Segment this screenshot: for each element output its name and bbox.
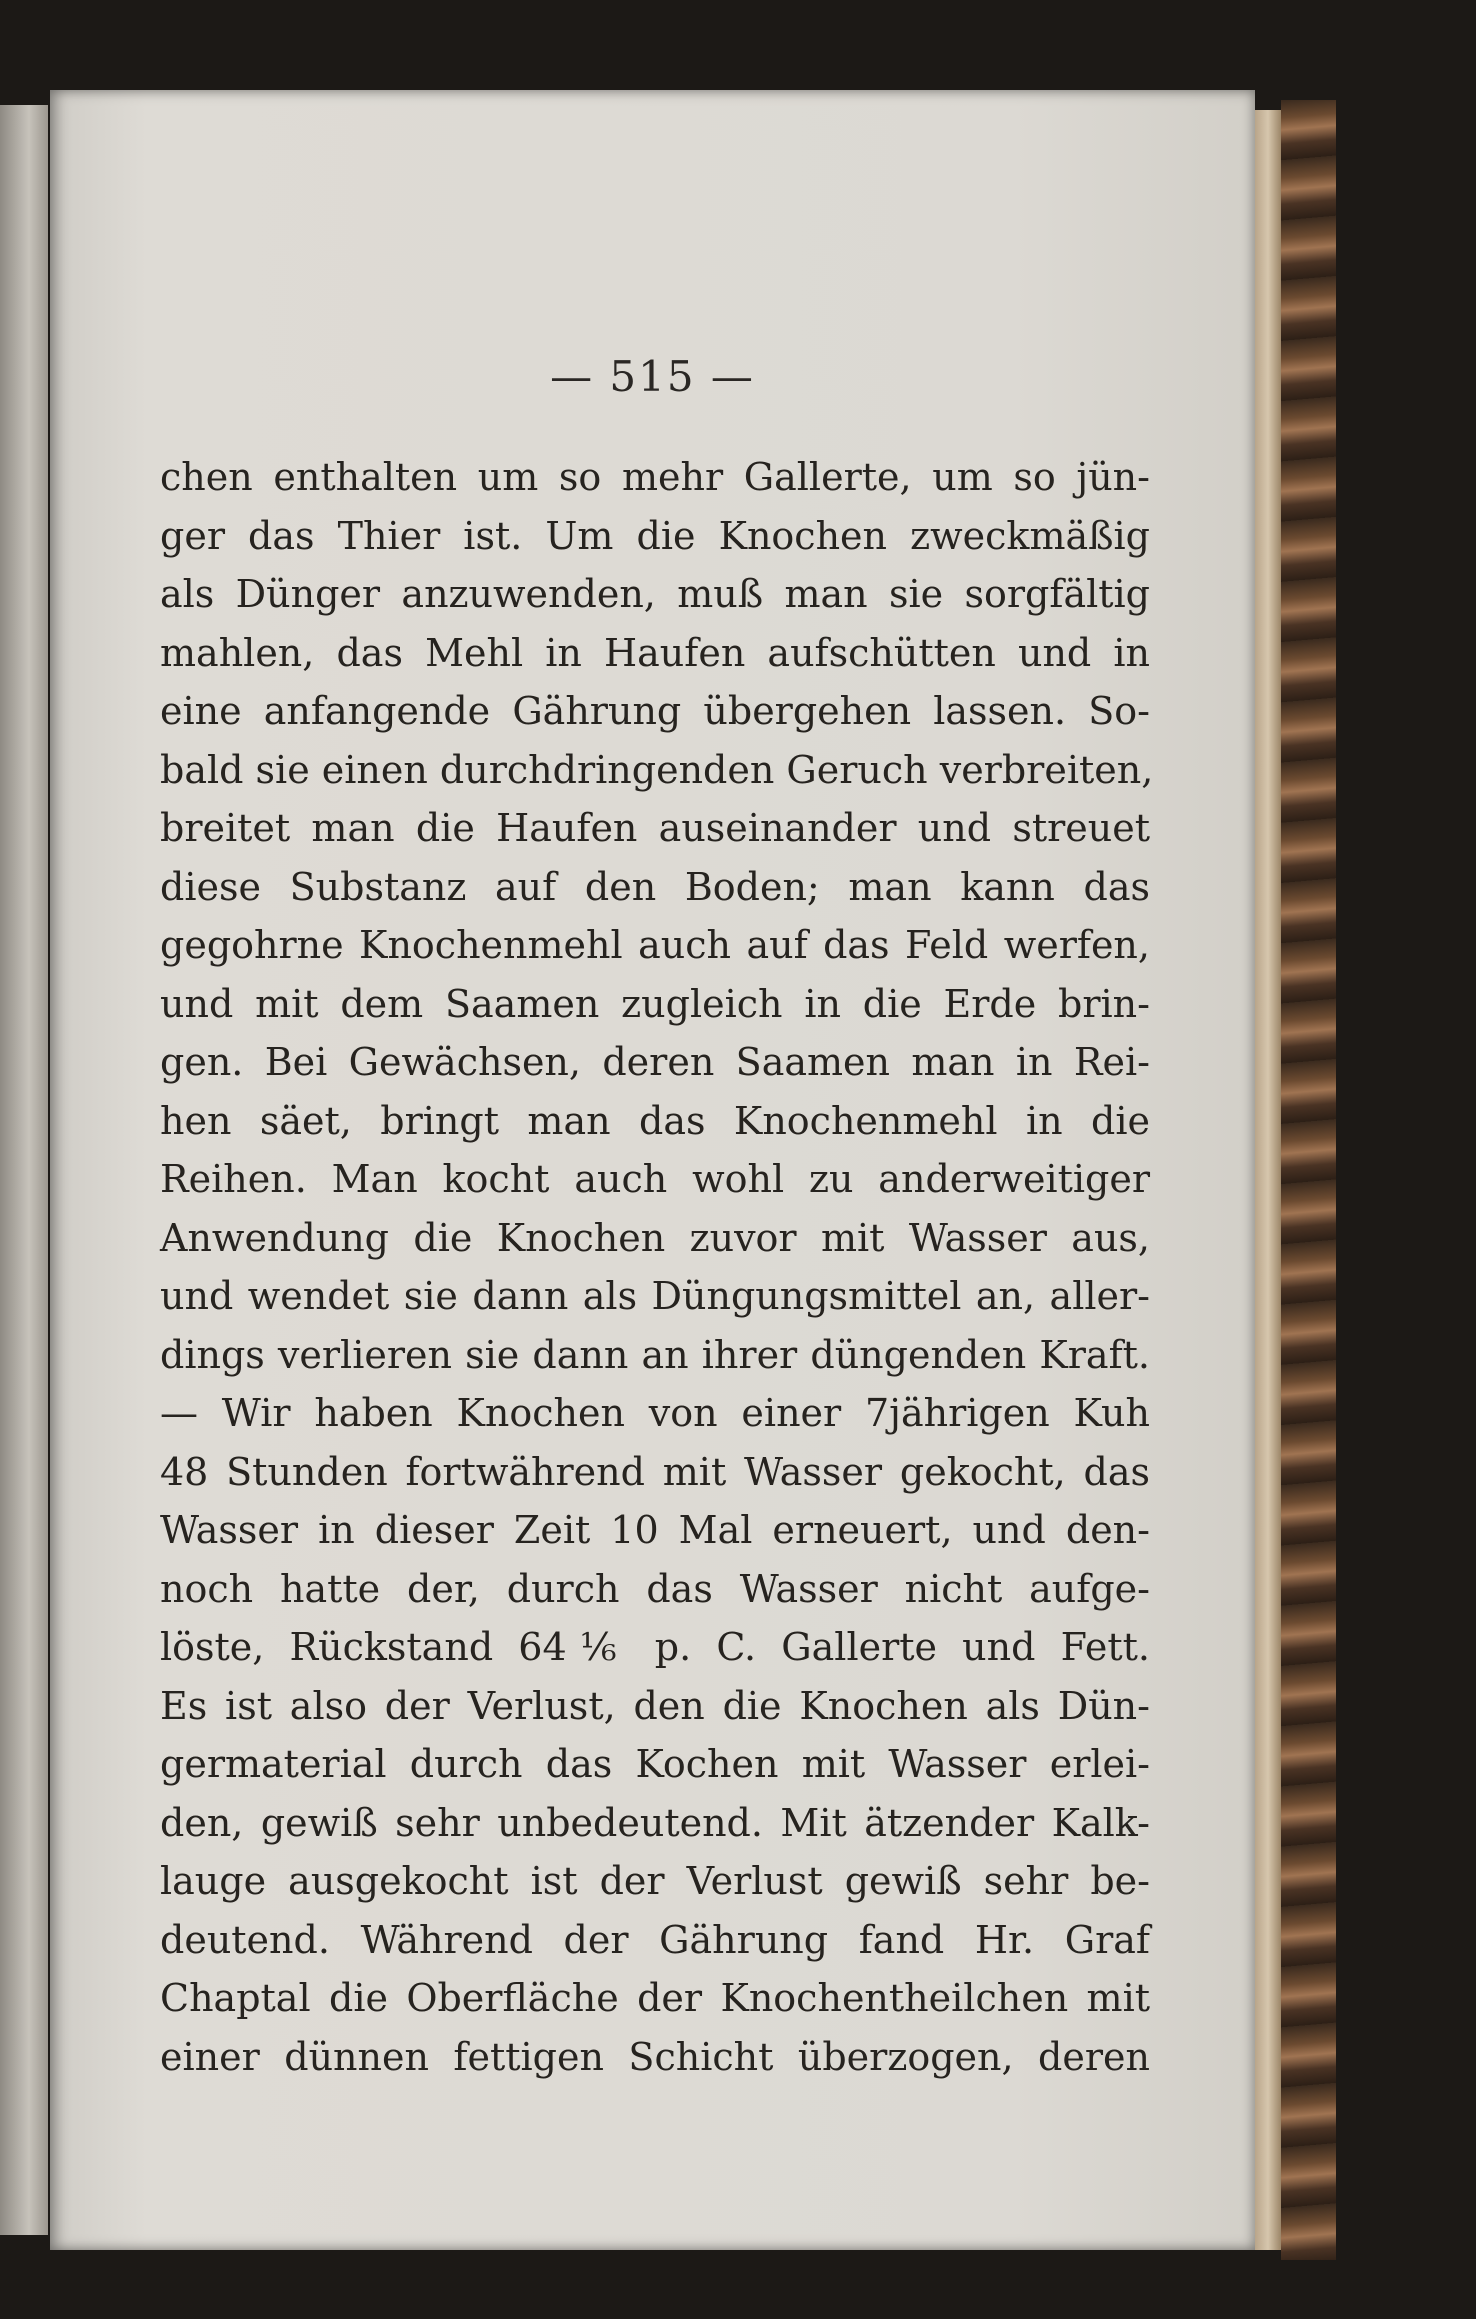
text-line: chen enthalten um so mehr Gallerte, um so jün-: [160, 455, 1150, 499]
text-line: 48 Stunden fortwährend mit Wasser gekocht, das: [160, 1449, 1150, 1494]
marbled-cover: [1281, 100, 1336, 2260]
text-line: als Dünger anzuwenden, muß man sie sorgfältig: [160, 572, 1150, 616]
body-text: [160, 448, 1154, 2086]
text-line: mahlen, das Mehl in Haufen aufschütten und in: [160, 630, 1150, 675]
text-line: lauge ausgekocht ist der Verlust gewiß sehr be-: [160, 1859, 1150, 1903]
text-line: — Wir haben Knochen von einer 7jährigen Kuh: [160, 1391, 1150, 1435]
text-line: deutend. Während der Gährung fand Hr. Graf: [160, 1917, 1150, 1962]
text-line: den, gewiß sehr unbedeutend. Mit ätzender Kalk-: [160, 1800, 1150, 1845]
text-line: hen säet, bringt man das Knochenmehl in die: [160, 1098, 1150, 1143]
text-line: Es ist also der Verlust, den die Knochen als Dün-: [160, 1683, 1150, 1728]
text-line: germaterial durch das Kochen mit Wasser erlei-: [160, 1742, 1150, 1786]
text-line: und wendet sie dann als Düngungsmittel an, aller-: [160, 1274, 1150, 1318]
text-line: gen. Bei Gewächsen, deren Saamen man in Rei-: [160, 1040, 1150, 1084]
book-page: [50, 90, 1255, 2250]
text-line: einer dünnen fettigen Schicht überzogen, deren: [160, 2034, 1150, 2079]
text-line: diese Substanz auf den Boden; man kann das: [160, 864, 1150, 909]
text-line: bald sie einen durchdringenden Geruch verbreiten,: [160, 747, 1154, 792]
text-line: eine anfangende Gährung übergehen lassen. So-: [160, 689, 1150, 733]
page-number: — 515 —: [550, 352, 755, 401]
text-line: und mit dem Saamen zugleich in die Erde brin-: [160, 981, 1150, 1026]
text-line: Wasser in dieser Zeit 10 Mal erneuert, und den-: [160, 1508, 1150, 1552]
page-block-edge: [1255, 110, 1281, 2250]
text-line: gegohrne Knochenmehl auch auf das Feld werfen,: [160, 923, 1150, 967]
facing-page-edge: [0, 105, 48, 2235]
text-line: breitet man die Haufen auseinander und streuet: [160, 806, 1150, 850]
text-line: noch hatte der, durch das Wasser nicht aufge-: [160, 1566, 1150, 1611]
text-line: Chaptal die Oberfläche der Knochentheilchen mit: [160, 1976, 1150, 2020]
text-line: Anwendung die Knochen zuvor mit Wasser aus,: [160, 1215, 1150, 1260]
text-line: löste, Rückstand 64⅙ p. C. Gallerte und Fett.: [160, 1625, 1150, 1669]
text-line: Reihen. Man kocht auch wohl zu anderweitiger: [160, 1157, 1150, 1201]
text-line: dings verlieren sie dann an ihrer düngenden Kraft.: [160, 1332, 1150, 1377]
text-line: ger das Thier ist. Um die Knochen zweckmäßig: [160, 513, 1150, 558]
